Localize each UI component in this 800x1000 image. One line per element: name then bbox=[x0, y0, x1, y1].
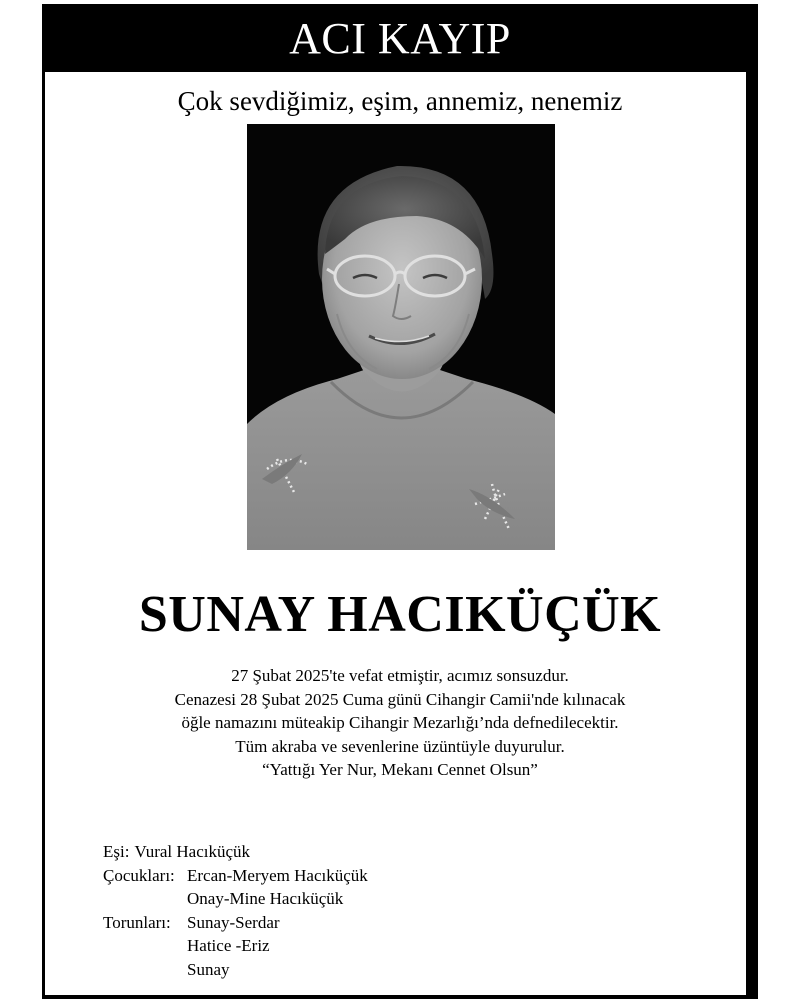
grandchildren-row bbox=[103, 934, 368, 958]
header-title: ACI KAYIP bbox=[289, 14, 511, 63]
family-list bbox=[103, 840, 368, 981]
message-line: Cenazesi 28 Şubat 2025 Cuma günü Cihangir Camii'nde kılınacak bbox=[174, 689, 626, 709]
children-row bbox=[103, 887, 368, 911]
message-line: “Yattığı Yer Nur, Mekanı Cennet Olsun” bbox=[262, 760, 538, 779]
intro-text: Çok sevdiğimiz, eşim, annemiz, nenemiz bbox=[177, 86, 623, 116]
message-line: öğle namazını müteakip Cihangir Mezarlığı’nda defnedilecektir. bbox=[181, 713, 619, 732]
children-row bbox=[103, 864, 368, 888]
deceased-name: SUNAY HACIKÜÇÜK bbox=[138, 586, 662, 643]
announcement-message bbox=[42, 664, 758, 782]
child-entry: Onay-Mine Hacıküçük bbox=[187, 889, 344, 908]
header-band bbox=[42, 4, 758, 72]
spouse-value: Vural Hacıküçük bbox=[134, 842, 251, 861]
grandchild-entry: Sunay-Serdar bbox=[187, 912, 280, 932]
child-entry: Ercan-Meryem Hacıküçük bbox=[187, 865, 368, 885]
portrait-photo bbox=[247, 124, 555, 550]
grandchildren-row bbox=[103, 958, 368, 982]
spouse-row bbox=[103, 840, 368, 864]
grandchildren-row bbox=[103, 911, 368, 935]
children-label: Çocukları: bbox=[103, 865, 175, 885]
grandchild-entry: Hatice -Eriz bbox=[187, 936, 270, 955]
message-line: 27 Şubat 2025'te vefat etmiştir, acımız sonsuzdur. bbox=[231, 666, 569, 685]
grandchild-entry: Sunay bbox=[187, 959, 230, 979]
message-line: Tüm akraba ve sevenlerine üzüntüyle duyurulur. bbox=[235, 736, 565, 756]
portrait-image bbox=[247, 124, 555, 550]
spouse-label: Eşi: bbox=[103, 842, 130, 861]
grandchildren-label: Torunları: bbox=[103, 912, 171, 932]
